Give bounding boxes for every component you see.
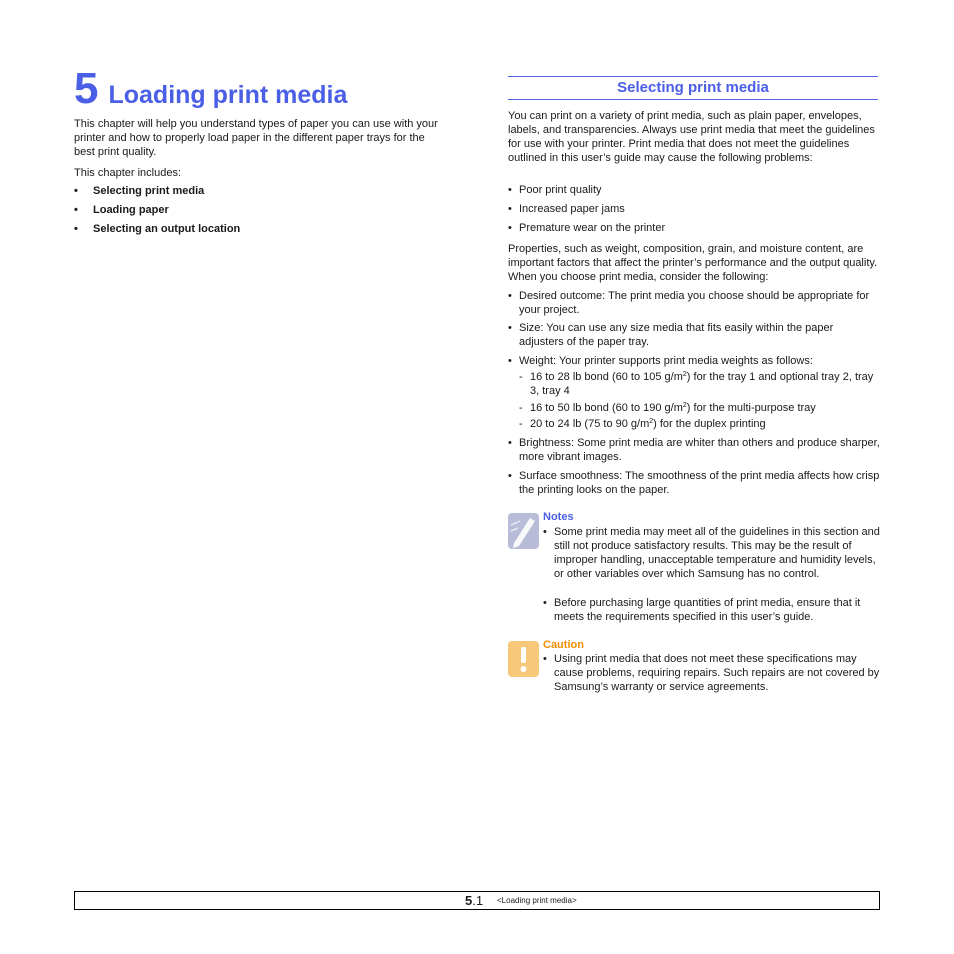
toc-item-label: Loading paper	[93, 204, 169, 216]
note-pencil-icon	[508, 513, 539, 549]
problem-text: Increased paper jams	[519, 203, 625, 215]
bullet-dot: •	[543, 653, 547, 665]
weight-text: ) for the tray 1 and optional tray 2, tray 3, tray 4	[530, 371, 874, 397]
list-item	[508, 469, 880, 497]
bullet-dot: •	[508, 355, 512, 367]
chapter-intro: This chapter will help you understand types of paper you can use with your printer and how to properly load paper in the different paper trays for the best print quality.	[74, 118, 438, 158]
page-footer	[74, 891, 880, 910]
toc-item-label: Selecting print media	[93, 185, 205, 197]
problem-text: Poor print quality	[519, 184, 602, 196]
chapter-number: 5	[74, 64, 99, 113]
problem-text: Premature wear on the printer	[519, 222, 666, 234]
weight-text: ) for the multi-purpose tray	[686, 402, 816, 414]
consideration-smoothness: Surface smoothness: The smoothness of the print media affects how crisp the printing looks on the paper.	[519, 470, 880, 496]
caution-label: Caution	[543, 639, 584, 651]
note-text: Some print media may meet all of the guidelines in this section and still not produce satisfactory results. This may be the result of improper handling, unacceptable temperature and humidity levels, or other variables over which Samsung has no control.	[554, 526, 880, 580]
list-item	[508, 202, 880, 216]
exclamation-icon	[508, 641, 539, 677]
page-number	[465, 892, 483, 909]
footer-chapter: 5	[465, 893, 473, 908]
bullet-dot: •	[508, 184, 512, 196]
bullet-dot: •	[543, 597, 547, 609]
footer-page: .1	[472, 893, 484, 908]
caution-text: Using print media that does not meet these specifications may cause problems, requiring repairs. Such repairs are not covered by Samsung’s warranty or service agreements.	[554, 653, 880, 693]
weight-sup: 2	[682, 402, 687, 409]
section-para-2: Properties, such as weight, composition, grain, and moisture content, are important factors that affect the printer’s performance and the output quality. When you choose print media, consider the following:	[508, 243, 878, 283]
chapter-title: Loading print media	[108, 81, 348, 109]
bullet-dot: •	[74, 204, 78, 216]
chapter-heading	[74, 64, 347, 114]
list-item	[508, 221, 880, 235]
bullet-dot: •	[508, 470, 512, 482]
includes-label: This chapter includes:	[74, 167, 181, 179]
notes-label: Notes	[543, 511, 574, 523]
list-item	[508, 289, 880, 317]
consideration-brightness: Brightness: Some print media are whiter than others and produce sharper, more vibrant images.	[519, 437, 880, 463]
bullet-dot: •	[508, 437, 512, 449]
caution-item	[543, 652, 880, 694]
weight-sup: 2	[649, 418, 654, 425]
weight-item: - 20 to 24 lb (75 to 90 $g/m^2$) for the duplex printing	[519, 418, 766, 430]
note-text: Before purchasing large quantities of print media, ensure that it meets the requirements specified in this user’s guide.	[554, 597, 861, 623]
toc-item-label: Selecting an output location	[93, 223, 241, 235]
toc-item-selecting-output-location[interactable]	[74, 222, 240, 236]
bullet-dot: •	[508, 322, 512, 334]
note-item	[543, 596, 880, 624]
weight-text: 16 to 50 lb bond (60 to 190 g/m	[530, 402, 683, 414]
section-para-1: You can print on a variety of print media, such as plain paper, envelopes, labels, and transparencies. Always use print media that meet the guidelines for use with your printer. Print media that does not meet the guidelines outlined in this user’s guide may cause the following problems:	[508, 110, 875, 164]
list-item	[508, 354, 880, 368]
toc-item-selecting-print-media[interactable]	[74, 184, 204, 198]
weight-text: 20 to 24 lb (75 to 90 g/m	[530, 418, 650, 430]
note-item	[543, 525, 880, 581]
bullet-dot: •	[508, 290, 512, 302]
consideration-size: Size: You can use any size media that fits easily within the paper adjusters of the paper tray.	[519, 322, 834, 348]
footer-chapter-label: <Loading print media>	[497, 896, 577, 905]
weight-sup: 2	[682, 371, 687, 378]
bullet-dot: •	[508, 222, 512, 234]
bullet-dot: •	[74, 223, 78, 235]
consideration-weight: Weight: Your printer supports print media weights as follows:	[519, 355, 813, 367]
weight-text: 16 to 28 lb bond (60 to 105 g/m	[530, 371, 683, 383]
list-item	[508, 436, 880, 464]
toc-item-loading-paper[interactable]	[74, 203, 169, 217]
consideration-outcome: Desired outcome: The print media you choose should be appropriate for your project.	[519, 290, 870, 316]
list-item	[508, 183, 880, 197]
section-heading: Selecting print media	[508, 76, 878, 100]
bullet-dot: •	[74, 185, 78, 197]
bullet-dot: •	[543, 526, 547, 538]
weight-item: - 16 to 50 lb bond (60 to 190 $g/m^2$) for the multi-purpose tray	[519, 402, 816, 414]
weight-text: ) for the duplex printing	[653, 418, 766, 430]
list-item	[508, 321, 880, 349]
bullet-dot: •	[508, 203, 512, 215]
weight-item: - 16 to 28 lb bond (60 to 105 $g/m^2$) for the tray 1 and optional tray 2, tray 3, tray 4	[519, 371, 874, 397]
